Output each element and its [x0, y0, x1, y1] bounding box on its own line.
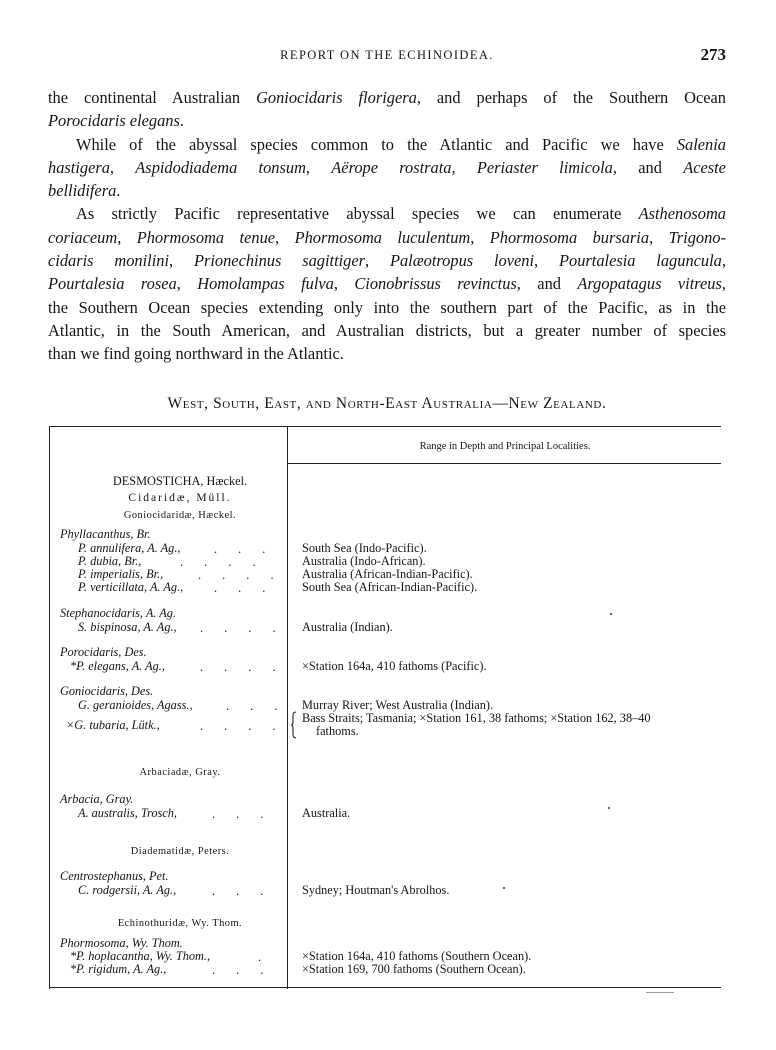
leader-dots: . . . [214, 581, 275, 595]
group-echinothuridae: Echinothuridæ, Wy. Thom. [117, 918, 243, 929]
species-label: G. geranioides, Agass., [78, 698, 193, 712]
genus-label: Goniocidaris, Des. [60, 684, 154, 698]
print-mark [646, 992, 674, 993]
table-caption: West, South, East, and North-East Australia—New Zealand. [167, 395, 607, 412]
group-diadematidae: Diadematidæ, Peters. [130, 846, 230, 857]
species-label: A. australis, Trosch, [78, 806, 177, 820]
paragraph-2-line-3: bellidifera. [48, 181, 121, 201]
range-cell: Sydney; Houtman's Abrolhos. [302, 883, 450, 897]
genus-label: Stephanocidaris, A. Ag. [60, 606, 177, 620]
paragraph-3-line-1: As strictly Pacific representative abyssal species we can enumerate Asthenosoma [76, 204, 726, 224]
genus-label: Porocidaris, Des. [60, 645, 147, 659]
group-arbaciadae: Arbaciadæ, Gray. [139, 767, 221, 778]
range-cell: Bass Straits; Tasmania; ×Station 161, 38 fathoms; ×Station 162, 38–40 [302, 711, 651, 725]
paragraph-3-line-3: cidaris monilini, Prionechinus sagittiger, Palæotropus loveni, Pourtalesia laguncula, [48, 251, 726, 271]
paragraph-1-line-1: the continental Australian Goniocidaris florigera, and perhaps of the Southern Ocean [48, 88, 726, 107]
table-rule-top [49, 426, 721, 427]
species-name: Goniocidaris florigera [256, 88, 417, 107]
page-number: 273 [700, 45, 726, 64]
species-label: *P. hoplacantha, Wy. Thom., [70, 949, 211, 963]
range-cell: ×Station 164a, 410 fathoms (Pacific). [302, 659, 487, 673]
leader-dots: . . . . [198, 568, 283, 582]
range-cell: Australia. [302, 806, 351, 820]
table-rule-bottom [49, 987, 721, 988]
paragraph-2-line-2: hastigera, Aspidodiadema tonsum, Aërope rostrata, Periaster limicola, and Aceste [48, 157, 726, 177]
species-name: Porocidaris elegans [48, 111, 180, 131]
running-head [48, 45, 726, 65]
leader-dots: . . . [214, 542, 275, 556]
range-cell: Australia (Indo-African). [302, 554, 426, 568]
range-cell: South Sea (Indo-Pacific). [302, 541, 427, 555]
species-label: ×G. tubaria, Lütk., [66, 718, 160, 732]
genus-label: Phyllacanthus, Br. [60, 527, 151, 541]
paragraph-3-line-5: the Southern Ocean species extending only into the southern part of the Pacific, as in the [48, 297, 726, 317]
range-cell: South Sea (African-Indian-Pacific). [302, 580, 478, 594]
species-label: *P. rigidum, A. Ag., [70, 962, 167, 976]
table-rule-left [49, 426, 50, 989]
species-name: Salenia [676, 134, 726, 154]
species-label: P. verticillata, A. Ag., [78, 580, 184, 594]
paragraph-1-line-2: Porocidaris elegans. [48, 111, 184, 131]
species-label: P. dubia, Br., [78, 554, 142, 568]
paragraph-3-line-4: Pourtalesia rosea, Homolampas fulva, Cionobrissus revinctus, and Argopatagus vitreus, [48, 274, 726, 294]
group-goniocidaridae: Goniocidaridæ, Hæckel. [123, 510, 237, 521]
range-cell: fathoms. [316, 724, 359, 738]
species-label: *P. elegans, A. Ag., [70, 659, 165, 673]
range-cell: ×Station 169, 700 fathoms (Southern Ocean). [302, 962, 526, 976]
paragraph-3-line-6: Atlantic, in the South American, and Australian districts, but a greater number of species [48, 320, 726, 340]
genus-label: Centrostephanus, Pet. [60, 869, 169, 883]
body-text [48, 86, 726, 366]
species-label: P. imperialis, Br., [78, 567, 164, 581]
leader-dots: . . . [212, 884, 273, 898]
range-cell: ×Station 164a, 410 fathoms (Southern Ocean). [302, 949, 532, 963]
paragraph-2-line-1: While of the abyssal species common to the Atlantic and Pacific we have Salenia [76, 134, 726, 154]
print-speck [610, 613, 612, 615]
print-speck [503, 887, 505, 889]
leader-dots: . . . . [180, 555, 265, 569]
genus-label: Arbacia, Gray. [60, 792, 134, 806]
leader-dots: . . . . [200, 719, 285, 733]
range-cell: Murray River; West Australia (Indian). [302, 698, 494, 712]
group-cidaridae: Cidaridæ, Müll. [128, 492, 232, 504]
table-rule-header [288, 463, 721, 464]
paragraph-3-line-2: coriaceum, Phormosoma tenue, Phormosoma luculentum, Phormosoma bursaria, Trigono- [48, 227, 726, 247]
curly-brace-icon [290, 711, 297, 739]
leader-dots: . . . . [200, 660, 285, 674]
genus-label: Phormosoma, Wy. Thom. [60, 936, 183, 950]
range-cell: Australia (Indian). [302, 620, 393, 634]
leader-dots: . . . [212, 807, 273, 821]
species-label: S. bispinosa, A. Ag., [78, 620, 177, 634]
range-cell: Australia (African-Indian-Pacific). [302, 567, 473, 581]
leader-dots: . . . [212, 963, 273, 977]
range-column-header: Range in Depth and Principal Localities. [419, 441, 591, 452]
leader-dots: . . . . [200, 621, 285, 635]
leader-dots: . . . [226, 699, 287, 713]
paragraph-3-line-7: than we find going northward in the Atlantic. [48, 344, 344, 364]
running-title: REPORT ON THE ECHINOIDEA. [280, 48, 494, 62]
species-label: P. annulifera, A. Ag., [78, 541, 181, 555]
print-speck [608, 807, 610, 809]
group-desmosticha: DESMOSTICHA, Hæckel. [112, 474, 248, 488]
leader-dots: . [258, 950, 271, 964]
species-label: C. rodgersii, A. Ag., [78, 883, 177, 897]
